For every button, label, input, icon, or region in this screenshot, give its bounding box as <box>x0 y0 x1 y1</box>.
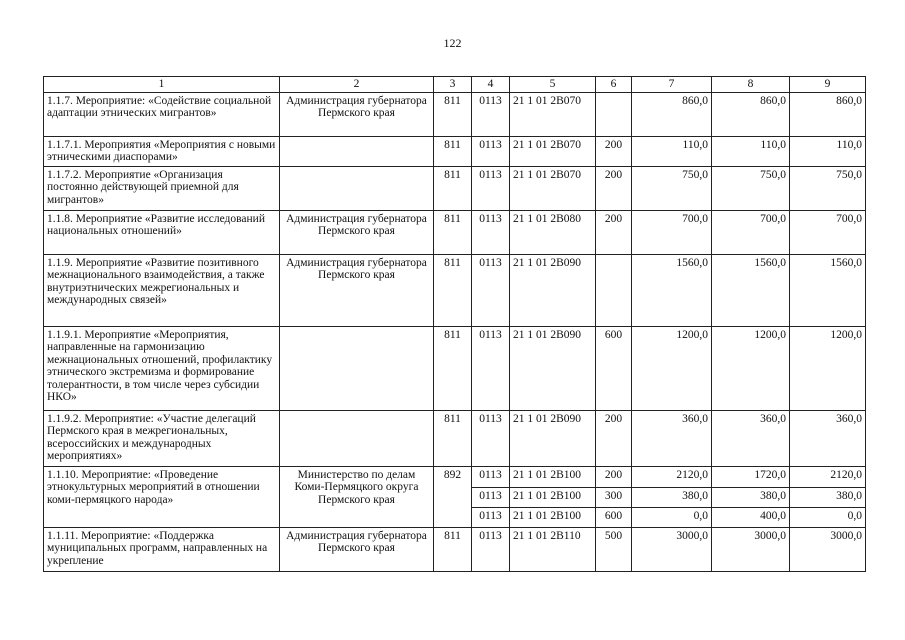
cell-grbs: 811 <box>434 254 472 326</box>
cell-grbs: 811 <box>434 210 472 254</box>
cell-2021: 700,0 <box>790 210 866 254</box>
cell-csr: 21 1 01 2В100 <box>510 507 596 527</box>
header-col-9: 9 <box>790 77 866 93</box>
table-row <box>44 254 866 326</box>
cell-vr: 200 <box>596 466 632 487</box>
cell-2021: 3000,0 <box>790 527 866 571</box>
cell-csr: 21 1 01 2В100 <box>510 487 596 507</box>
cell-2020: 700,0 <box>712 210 790 254</box>
cell-section: 0113 <box>472 166 510 210</box>
header-col-3: 3 <box>434 77 472 93</box>
table-row <box>44 210 866 254</box>
cell-2019: 3000,0 <box>632 527 712 571</box>
header-col-4: 4 <box>472 77 510 93</box>
cell-csr: 21 1 01 2В070 <box>510 136 596 166</box>
cell-vr <box>596 92 632 136</box>
cell-csr: 21 1 01 2В070 <box>510 92 596 136</box>
cell-csr: 21 1 01 2В090 <box>510 410 596 466</box>
cell-csr: 21 1 01 2В090 <box>510 326 596 410</box>
cell-csr: 21 1 01 2В070 <box>510 166 596 210</box>
cell-vr: 200 <box>596 136 632 166</box>
cell-2020: 860,0 <box>712 92 790 136</box>
header-col-8: 8 <box>712 77 790 93</box>
cell-section: 0113 <box>472 254 510 326</box>
cell-csr: 21 1 01 2В080 <box>510 210 596 254</box>
cell-admin: Администрация губернатора Пермского края <box>280 210 434 254</box>
cell-2019: 1200,0 <box>632 326 712 410</box>
cell-2019: 380,0 <box>632 487 712 507</box>
cell-name: 1.1.9. Мероприятие «Развитие позитивного межнационального взаимодействия, а также внутриэтнических межрегиональных и международных связей» <box>44 254 280 326</box>
cell-2021: 860,0 <box>790 92 866 136</box>
cell-2020: 750,0 <box>712 166 790 210</box>
cell-2021: 1560,0 <box>790 254 866 326</box>
cell-vr: 500 <box>596 527 632 571</box>
budget-table <box>43 76 866 572</box>
cell-grbs: 811 <box>434 527 472 571</box>
cell-2020: 380,0 <box>712 487 790 507</box>
table-row <box>44 136 866 166</box>
cell-name: 1.1.7. Мероприятие: «Содействие социальной адаптации этнических мигрантов» <box>44 92 280 136</box>
cell-csr: 21 1 01 2В110 <box>510 527 596 571</box>
table-row <box>44 166 866 210</box>
cell-2020: 1200,0 <box>712 326 790 410</box>
cell-section: 0113 <box>472 136 510 166</box>
cell-grbs: 811 <box>434 136 472 166</box>
cell-admin <box>280 136 434 166</box>
cell-2019: 750,0 <box>632 166 712 210</box>
cell-grbs: 811 <box>434 410 472 466</box>
cell-2020: 110,0 <box>712 136 790 166</box>
cell-section: 0113 <box>472 507 510 527</box>
cell-2019: 1560,0 <box>632 254 712 326</box>
cell-2021: 360,0 <box>790 410 866 466</box>
cell-admin <box>280 166 434 210</box>
cell-section: 0113 <box>472 527 510 571</box>
cell-csr: 21 1 01 2В100 <box>510 466 596 487</box>
cell-2019: 110,0 <box>632 136 712 166</box>
cell-section: 0113 <box>472 410 510 466</box>
cell-name: 1.1.8. Мероприятие «Развитие исследований национальных отношений» <box>44 210 280 254</box>
cell-vr: 600 <box>596 326 632 410</box>
cell-2021: 110,0 <box>790 136 866 166</box>
cell-admin <box>280 410 434 466</box>
table-row <box>44 410 866 466</box>
header-col-5: 5 <box>510 77 596 93</box>
cell-section: 0113 <box>472 326 510 410</box>
table-row <box>44 466 866 487</box>
cell-2021: 0,0 <box>790 507 866 527</box>
header-row <box>44 77 866 93</box>
cell-name: 1.1.9.2. Мероприятие: «Участие делегаций Пермского края в межрегиональных, всероссийских и международных мероприятиях» <box>44 410 280 466</box>
cell-vr: 200 <box>596 210 632 254</box>
cell-vr: 600 <box>596 507 632 527</box>
cell-name: 1.1.9.1. Мероприятие «Мероприятия, направленные на гармонизацию межнациональных отношений, профилактику этнического экстремизма и формирование толерантности, в том числе через субсидии НКО» <box>44 326 280 410</box>
cell-section: 0113 <box>472 210 510 254</box>
cell-2020: 400,0 <box>712 507 790 527</box>
cell-2021: 1200,0 <box>790 326 866 410</box>
cell-admin: Администрация губернатора Пермского края <box>280 92 434 136</box>
cell-2019: 700,0 <box>632 210 712 254</box>
header-col-7: 7 <box>632 77 712 93</box>
cell-2020: 3000,0 <box>712 527 790 571</box>
cell-2019: 2120,0 <box>632 466 712 487</box>
cell-grbs: 811 <box>434 92 472 136</box>
cell-2019: 0,0 <box>632 507 712 527</box>
cell-admin: Администрация губернатора Пермского края <box>280 254 434 326</box>
cell-2020: 1560,0 <box>712 254 790 326</box>
cell-name: 1.1.10. Мероприятие: «Проведение этнокультурных мероприятий в отношении коми-пермяцкого народа» <box>44 466 280 527</box>
table-row <box>44 527 866 571</box>
cell-vr: 200 <box>596 166 632 210</box>
cell-2021: 750,0 <box>790 166 866 210</box>
cell-2021: 2120,0 <box>790 466 866 487</box>
cell-2020: 1720,0 <box>712 466 790 487</box>
page-number: 122 <box>443 36 462 50</box>
table-row <box>44 326 866 410</box>
cell-grbs: 811 <box>434 166 472 210</box>
cell-vr: 300 <box>596 487 632 507</box>
cell-csr: 21 1 01 2В090 <box>510 254 596 326</box>
cell-admin: Министерство по делам Коми-Пермяцкого округа Пермского края <box>280 466 434 527</box>
cell-section: 0113 <box>472 92 510 136</box>
cell-vr <box>596 254 632 326</box>
header-col-2: 2 <box>280 77 434 93</box>
cell-admin <box>280 326 434 410</box>
cell-2019: 860,0 <box>632 92 712 136</box>
cell-vr: 200 <box>596 410 632 466</box>
header-col-6: 6 <box>596 77 632 93</box>
cell-admin: Администрация губернатора Пермского края <box>280 527 434 571</box>
cell-name: 1.1.7.2. Мероприятие «Организация постоянно действующей приемной для мигрантов» <box>44 166 280 210</box>
cell-name: 1.1.7.1. Мероприятия «Мероприятия с новыми этническими диаспорами» <box>44 136 280 166</box>
cell-2021: 380,0 <box>790 487 866 507</box>
table-row <box>44 92 866 136</box>
header-col-1: 1 <box>44 77 280 93</box>
cell-section: 0113 <box>472 466 510 487</box>
cell-section: 0113 <box>472 487 510 507</box>
cell-2020: 360,0 <box>712 410 790 466</box>
cell-grbs: 811 <box>434 326 472 410</box>
cell-name: 1.1.11. Мероприятие: «Поддержка муниципальных программ, направленных на укрепление <box>44 527 280 571</box>
cell-2019: 360,0 <box>632 410 712 466</box>
cell-grbs: 892 <box>434 466 472 527</box>
